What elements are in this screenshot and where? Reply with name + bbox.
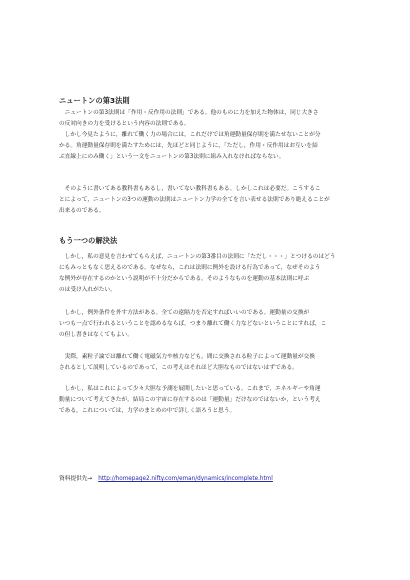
text-line: 実際，素粒子論では離れて働く電磁気力や核力なども，間に交換される粒子によって運動量が交換: [59, 354, 315, 360]
text-line: とによって，ニュートンの3つの運動の法則はニュートン力学の全てを言い表せる法則であり絶えることが: [59, 197, 330, 203]
text-line: しかし，例外条件を外す方法がある。全ての遠隔力を否定すればいいのである。運動量の交換が: [59, 310, 310, 316]
section-heading-newton-third-law: ニュートンの第3法則: [59, 96, 130, 105]
source-credit: [59, 473, 273, 482]
paragraph-opinion: [59, 252, 359, 296]
text-line: そのように書いてある教科書もあるし，書いてない教科書もある。しかしこれは必要だ。こうするこ: [59, 186, 321, 192]
text-line: のは受け入れがたい。: [59, 287, 116, 293]
source-link[interactable]: http://homepage2.nifty.com/eman/dynamics/incomplete.html: [98, 476, 273, 482]
text-line: かる。角運動量保存則を満たすためには，先ほどと同じように，「ただし，作用・反作用はお互いを結: [59, 143, 318, 149]
text-line: しかし，私の意見を言わせてもらえば，ニュートンの第3番目の法則に「ただし・・・」とつけるのはどう: [59, 254, 336, 260]
text-line: にもみっともなく思えるのである。なぜなら，これは法則に例外を設ける行為であって，なぜそのよう: [59, 265, 321, 271]
paragraph-particle-physics: [59, 352, 359, 374]
text-line: ニュートンの第3法則は「作用・反作用の法則」である。他のものに力を加えた物体は，同じ大きさ: [59, 110, 319, 116]
text-line: しかし，私はこれによって少々大胆な予測を展開したいと思っている。これまで，エネルギーや角運: [59, 386, 321, 392]
text-line: しかし今見たように，離れて働く力の場合には，これだけでは角運動量保存則を満たせないことが分: [59, 132, 321, 138]
text-line: の反対向きの力を受けるという内容の法則である。: [59, 121, 190, 127]
section-heading-another-solution: もう一つの解決法: [59, 236, 118, 245]
text-line: いつも一点で行われるということを認めるならば，つまり離れて働く力などないということにすれば，こ: [59, 321, 327, 327]
text-line: な例外が存在するのかという説明が不十分だからである。そのようなものを運動の基本法則に呼ぶ: [59, 276, 310, 282]
paragraph-textbooks: [59, 184, 359, 217]
text-line: 動量について考えてきたが，結局この宇宙に存在するのは「運動量」だけなのではないか，という考え: [59, 397, 321, 403]
text-line: 出来るのである。: [59, 208, 105, 214]
text-line: の但し書きはなくてもよい。: [59, 332, 133, 338]
paragraph-third-law: [59, 108, 359, 163]
source-label: 資料提供先→: [59, 476, 93, 482]
paragraph-exception: [59, 308, 359, 341]
text-line: されるとして説明しているのであって，この考えはそれほど大胆なものではないはずである。: [59, 365, 298, 371]
text-line: ぶ直線上にのみ働く」という一文をニュートンの第3法則に組み入れなければならない。: [59, 154, 285, 160]
paragraph-prediction: [59, 384, 359, 417]
text-line: である。これについては，力学のまとめの中で詳しく語ろうと思う。: [59, 408, 236, 414]
